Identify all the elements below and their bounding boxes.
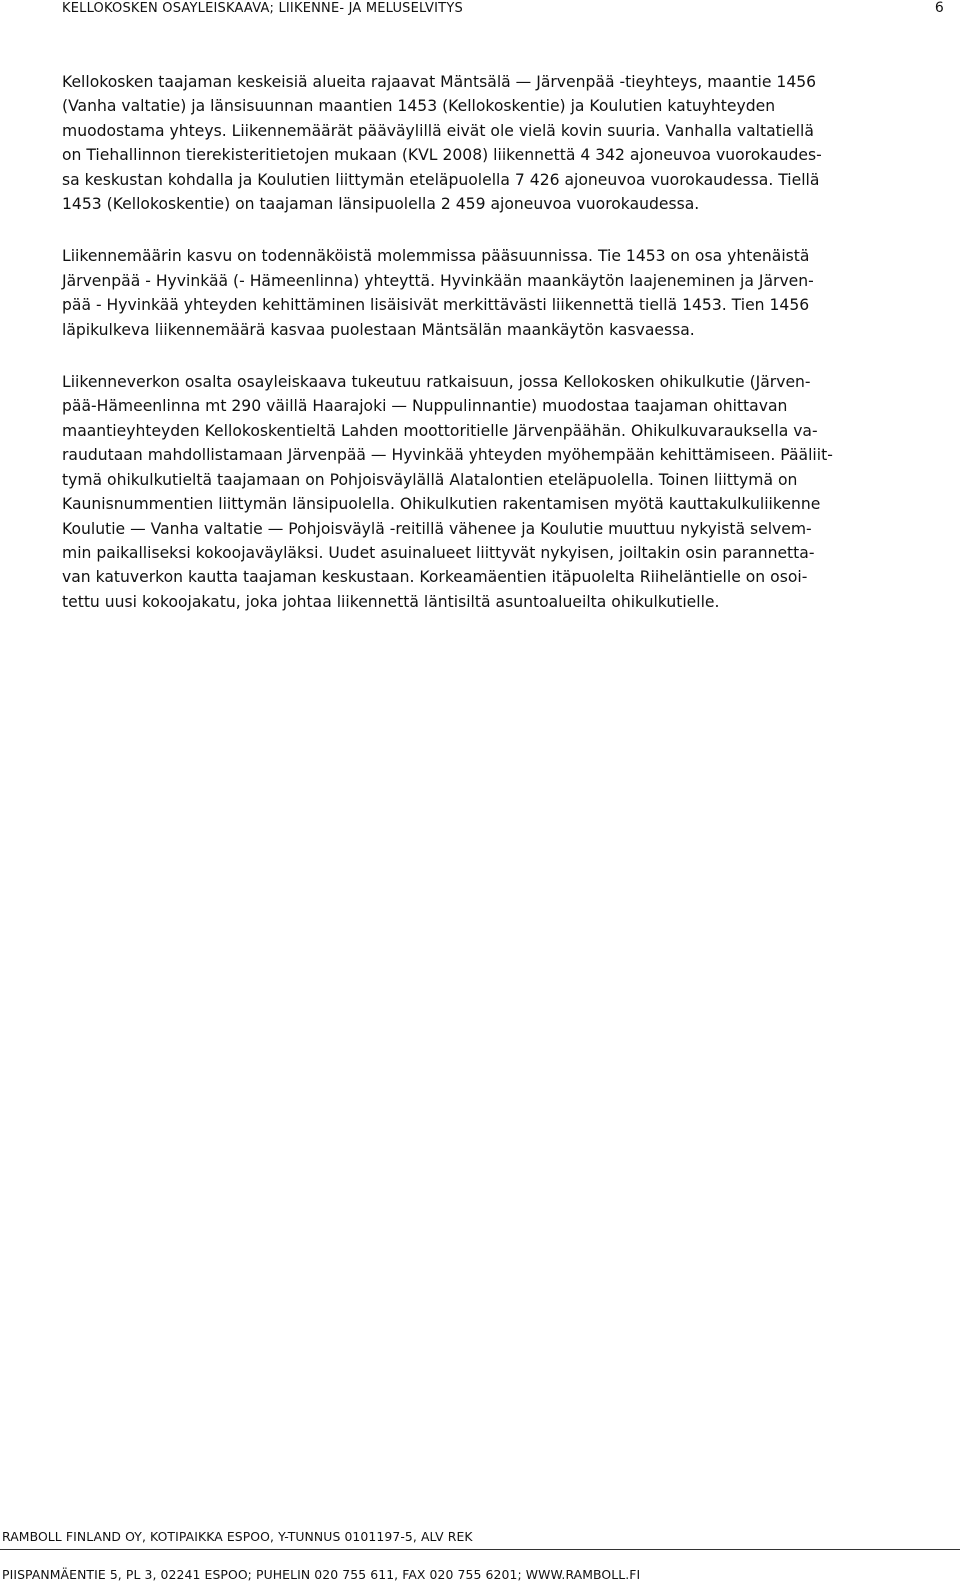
body-text bbox=[62, 70, 942, 642]
text-line: pää-Hämeenlinna mt 290 väillä Haarajoki — Nuppulinnantie) muodostaa taajaman ohittavan bbox=[62, 397, 788, 416]
text-line: läpikulkeva liikennemäärä kasvaa puolestaan Mäntsälän maankäytön kasvaessa. bbox=[62, 320, 695, 339]
footer-divider bbox=[0, 1549, 960, 1550]
text-line: Liikennemäärin kasvu on todennäköistä molemmissa pääsuunnissa. Tie 1453 on osa yhtenäistä bbox=[62, 247, 810, 266]
contact-info: PIISPANMÄENTIE 5, PL 3, 02241 ESPOO; PUHELIN 020 755 611, FAX 020 755 6201; WWW.RAMBOLL.FI bbox=[2, 1567, 641, 1582]
text-line: tymä ohikulkutieltä taajamaan on Pohjoisväylällä Alatalontien eteläpuolella. Toinen liittymä on bbox=[62, 470, 798, 489]
text-line: maantieyhteyden Kellokoskentieltä Lahden moottoritielle Järvenpäähän. Ohikulkuvarauksella va- bbox=[62, 421, 818, 440]
paragraph-road-network bbox=[62, 370, 942, 614]
document-title: KELLOKOSKEN OSAYLEISKAAVA; LIIKENNE- JA MELUSELVITYS bbox=[62, 1, 463, 16]
text-line: (Vanha valtatie) ja länsisuunnan maantien 1453 (Kellokoskentie) ja Koulutien katuyhteyden bbox=[62, 97, 776, 116]
page-footer bbox=[0, 1526, 960, 1596]
text-line: Liikenneverkon osalta osayleiskaava tukeutuu ratkaisuun, jossa Kellokosken ohikulkutie (Järven- bbox=[62, 373, 811, 392]
page-number: 6 bbox=[934, 0, 944, 16]
text-line: on Tiehallinnon tierekisteritietojen mukaan (KVL 2008) liikennettä 4 342 ajoneuvoa vuorokaudes- bbox=[62, 146, 822, 165]
text-line: van katuverkon kautta taajaman keskustaan. Korkeamäentien itäpuolelta Riiheläntielle on osoi- bbox=[62, 568, 808, 587]
text-line: Kaunisnummentien liittymän länsipuolella. Ohikulkutien rakentamisen myötä kauttakulkuliikenne bbox=[62, 495, 821, 514]
text-line: Koulutie — Vanha valtatie — Pohjoisväylä -reitillä vähenee ja Koulutie muuttuu nykyistä selvem- bbox=[62, 519, 812, 538]
text-line: tettu uusi kokoojakatu, joka johtaa liikennettä läntisiltä asuntoalueilta ohikulkutielle. bbox=[62, 592, 720, 611]
text-line: 1453 (Kellokoskentie) on taajaman länsipuolella 2 459 ajoneuvoa vuorokaudessa. bbox=[62, 195, 700, 214]
page-header bbox=[62, 0, 948, 20]
text-line: sa keskustan kohdalla ja Koulutien liittymän eteläpuolella 7 426 ajoneuvoa vuorokaudessa. Tiellä bbox=[62, 170, 820, 189]
paragraph-traffic-growth bbox=[62, 244, 942, 342]
text-line: min paikalliseksi kokoojaväyläksi. Uudet asuinalueet liittyvät nykyisen, joiltakin osin parannetta- bbox=[62, 543, 815, 562]
text-line: Järvenpää - Hyvinkää (- Hämeenlinna) yhteyttä. Hyvinkään maankäytön laajeneminen ja Järven- bbox=[62, 271, 814, 290]
text-line: pää - Hyvinkää yhteyden kehittäminen lisäisivät merkittävästi liikennettä tiellä 1453. Tien 1456 bbox=[62, 296, 810, 315]
company-info: RAMBOLL FINLAND OY, KOTIPAIKKA ESPOO, Y-TUNNUS 0101197-5, ALV REK bbox=[2, 1529, 473, 1544]
text-line: Kellokosken taajaman keskeisiä alueita rajaavat Mäntsälä — Järvenpää -tieyhteys, maantie 1456 bbox=[62, 73, 817, 91]
paragraph-traffic-volumes bbox=[62, 70, 942, 216]
text-line: muodostama yhteys. Liikennemäärät pääväylillä eivät ole vielä kovin suuria. Vanhalla valtatiellä bbox=[62, 121, 814, 140]
text-line: raudutaan mahdollistamaan Järvenpää — Hyvinkää yhteyden myöhempään kehittämiseen. Pääliit- bbox=[62, 446, 833, 465]
